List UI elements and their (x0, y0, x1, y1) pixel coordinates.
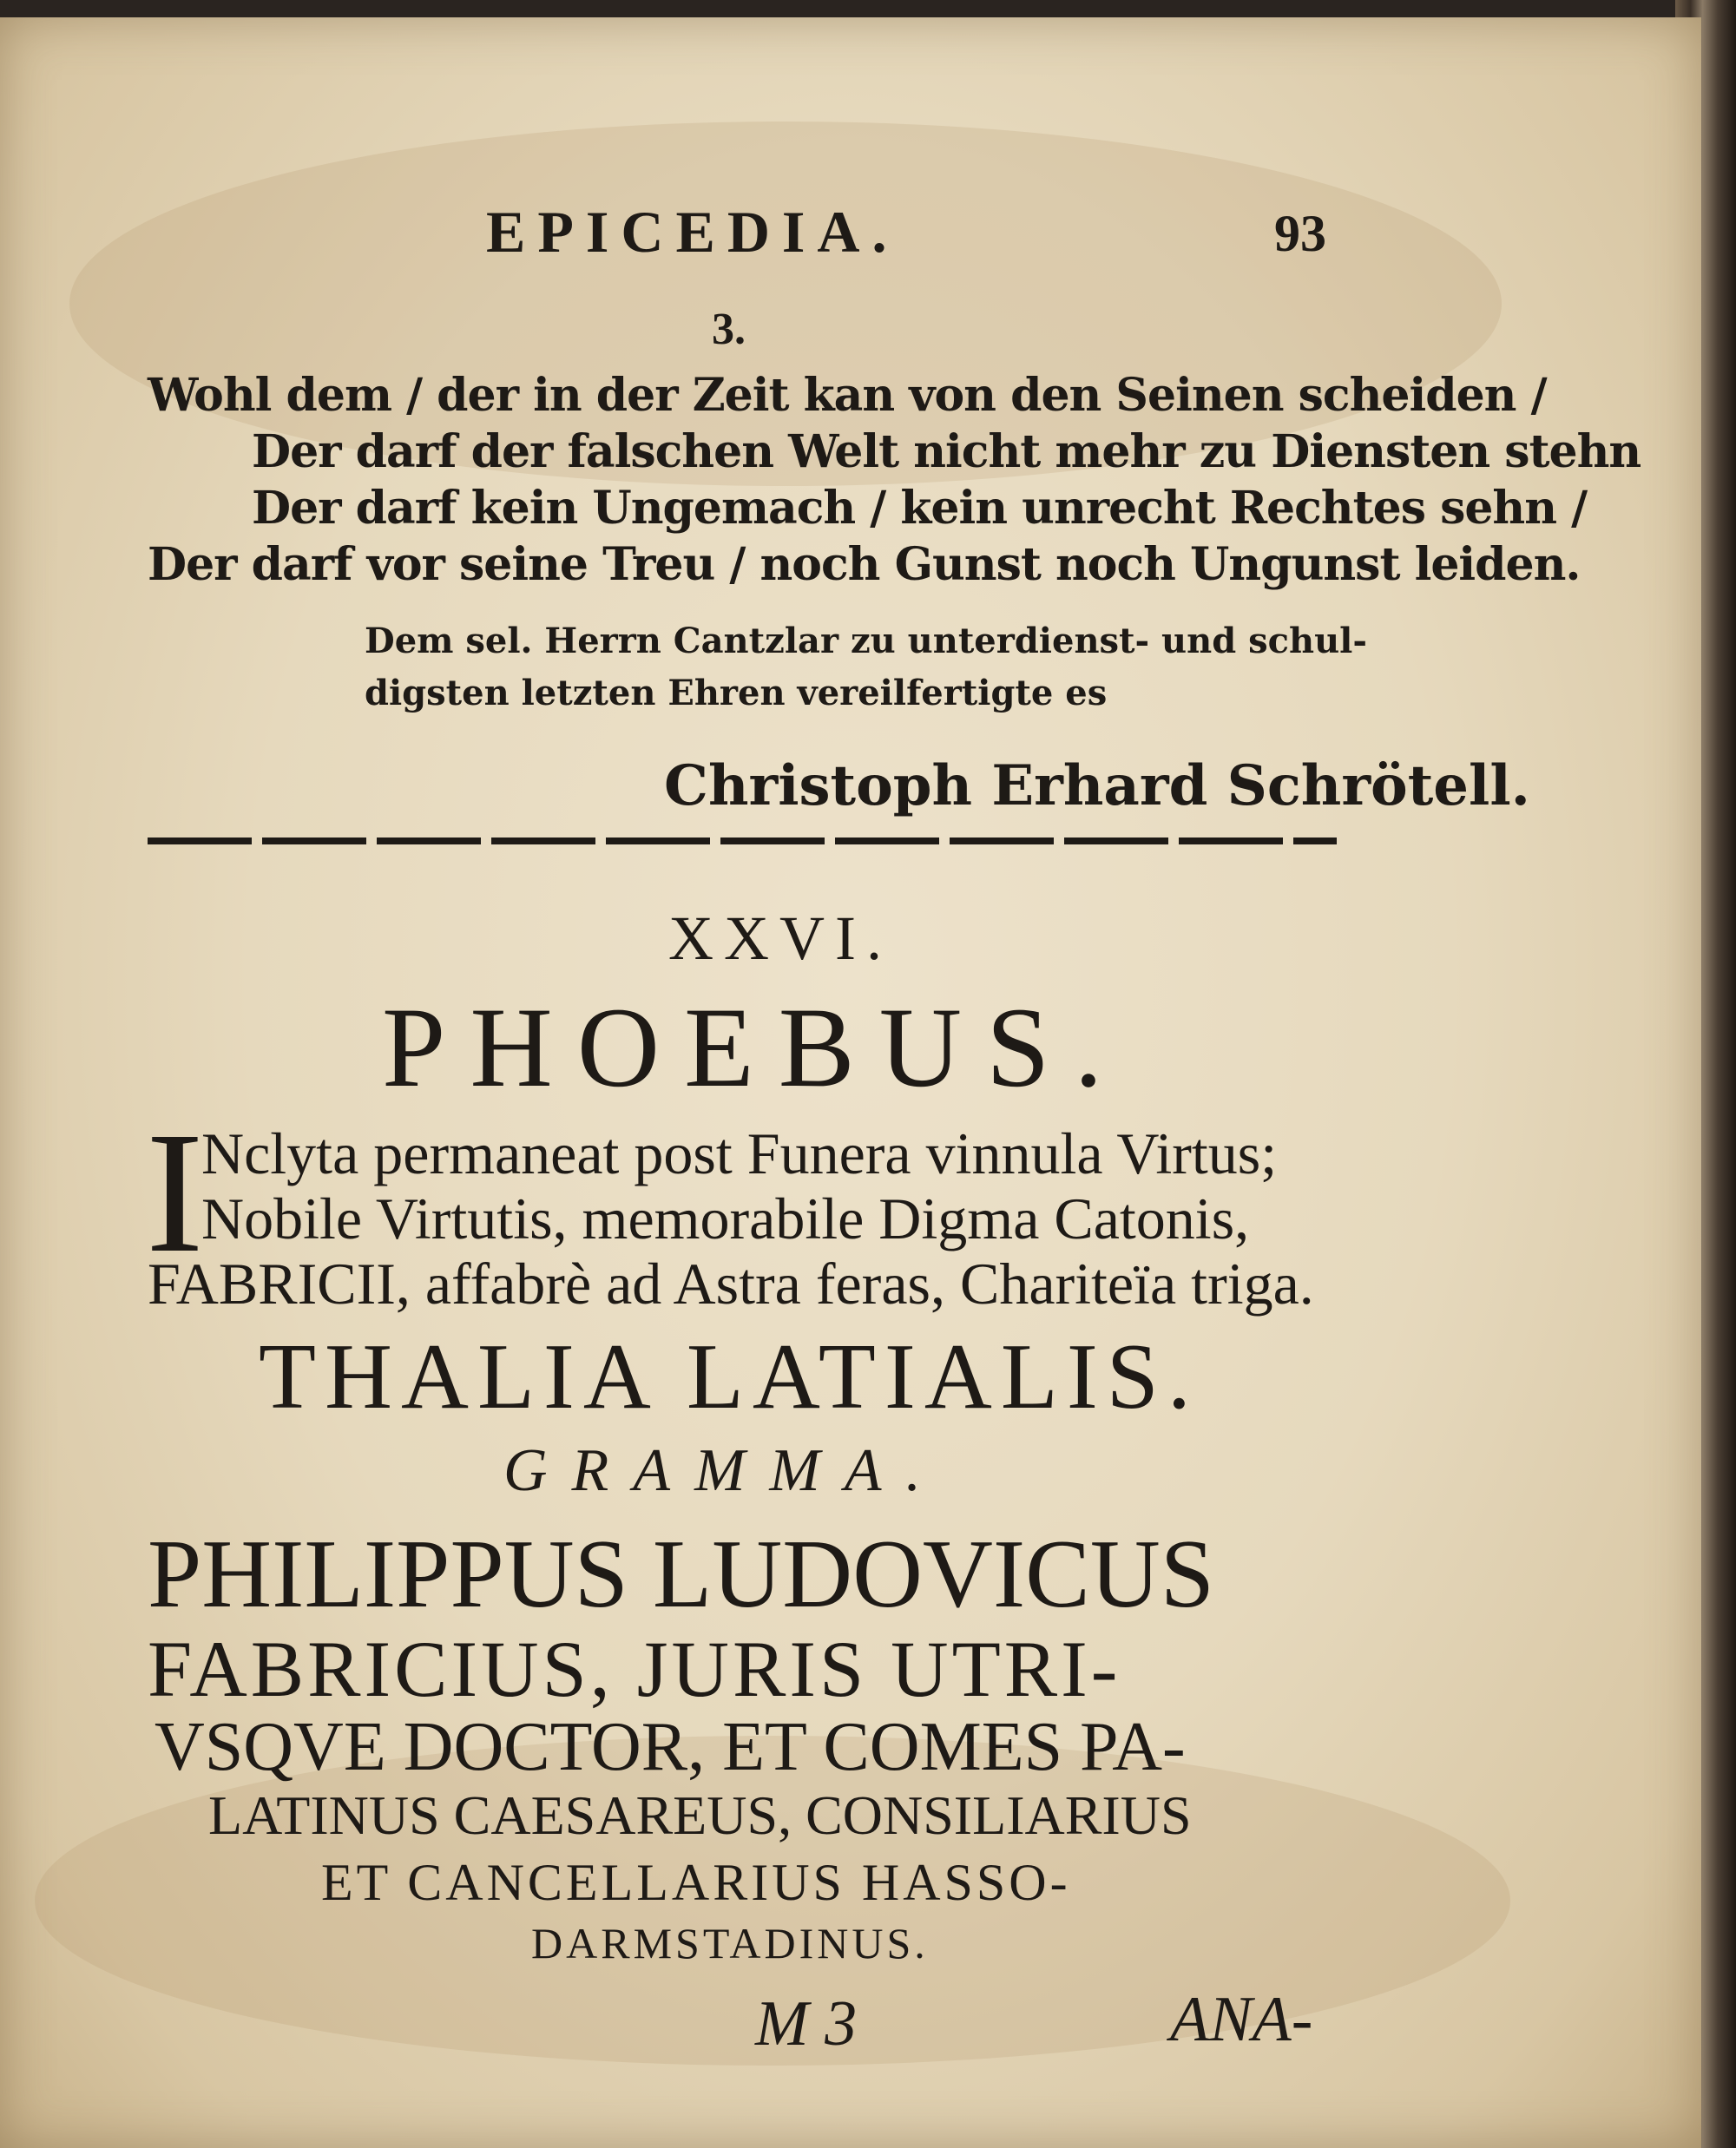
catchword: ANA- (1170, 1984, 1313, 2055)
dedication-line: digsten letzten Ehren vereilfertigte es (365, 673, 1108, 713)
section-divider (148, 838, 1337, 844)
name-line: ET CANCELLARIUS HASSO- (321, 1854, 1071, 1911)
poem-line: Der darf vor seine Treu / noch Gunst noch Ungunst leiden. (148, 538, 1581, 591)
verse-line: Nobile Virtutis, memorabile Digma Catonis, (201, 1186, 1250, 1251)
subtitle: THALIA LATIALIS. (259, 1325, 1200, 1429)
poem-line: Der darf der falschen Welt nicht mehr zu Diensten stehn (252, 425, 1641, 478)
verse-line: Nclyta permaneat post Funera vinnula Virtus; (201, 1120, 1278, 1186)
section-title: PHOEBUS. (382, 983, 1128, 1111)
dedication-line: Dem sel. Herrn Cantzlar zu unterdienst- und schul- (365, 621, 1367, 661)
gramma-label: GRAMMA. (503, 1437, 945, 1504)
poem-line: Wohl dem / der in der Zeit kan von den Seinen scheiden / (148, 369, 1547, 422)
name-line: FABRICIUS, JURIS UTRI- (148, 1625, 1121, 1713)
verse-line: FABRICII, affabrè ad Astra feras, Chariteïa triga. (148, 1251, 1314, 1317)
signature-mark: M 3 (755, 1988, 858, 2059)
running-header: EPICEDIA. (486, 199, 899, 265)
name-line: VSQVE DOCTOR, ET COMES PA- (155, 1709, 1186, 1785)
name-line: PHILIPPUS LUDOVICUS (148, 1521, 1215, 1628)
poem-line: Der darf kein Ungemach / kein unrecht Rechtes sehn / (252, 482, 1588, 535)
name-line: DARMSTADINUS. (531, 1919, 929, 1967)
page-number: 93 (1274, 205, 1326, 262)
poem-signature: Christoph Erhard Schrötell. (664, 753, 1530, 818)
name-line: LATINUS CAESAREUS, CONSILIARIUS (208, 1784, 1192, 1846)
poem-number: 3. (712, 305, 746, 354)
section-number: XXVI. (668, 903, 892, 973)
drop-cap: I (146, 1097, 204, 1289)
